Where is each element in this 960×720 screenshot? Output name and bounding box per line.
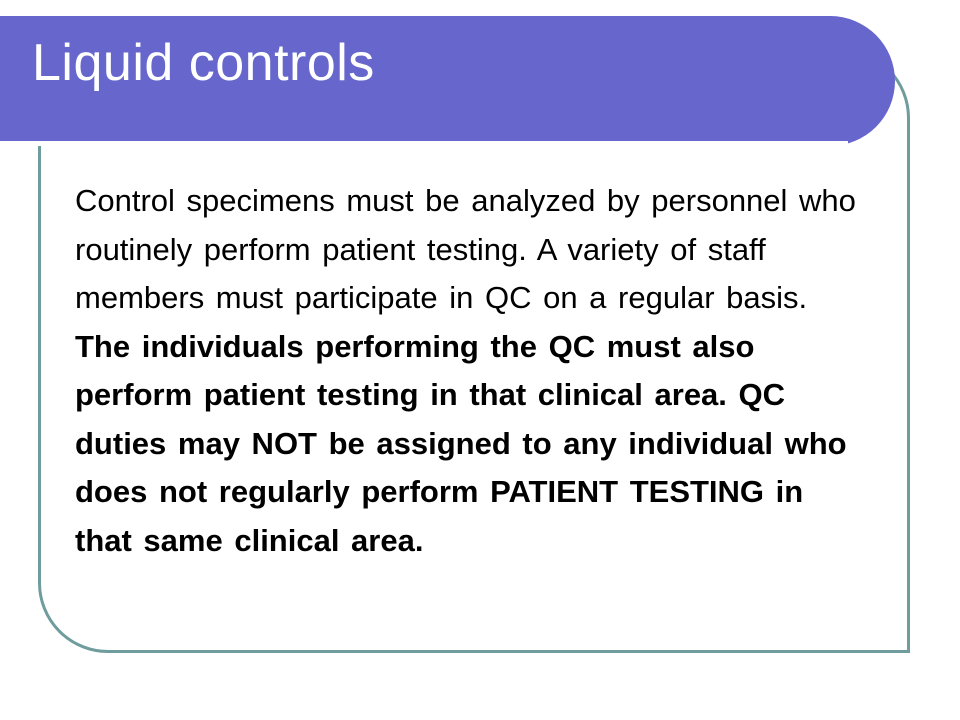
body-bold-text: The individuals performing the QC must also perform patient testing in that clinical area. QC duties may NOT be assigned to any individual who does not regularly perform PATIENT TESTING in that same clinical area.	[75, 328, 847, 558]
body-regular-text: Control specimens must be analyzed by personnel who routinely perform patient testing. A variety of staff members must participate in QC on a regular basis.	[75, 183, 856, 315]
body-paragraph	[75, 177, 865, 565]
slide-title: Liquid controls	[32, 34, 375, 92]
title-underline	[0, 141, 848, 146]
